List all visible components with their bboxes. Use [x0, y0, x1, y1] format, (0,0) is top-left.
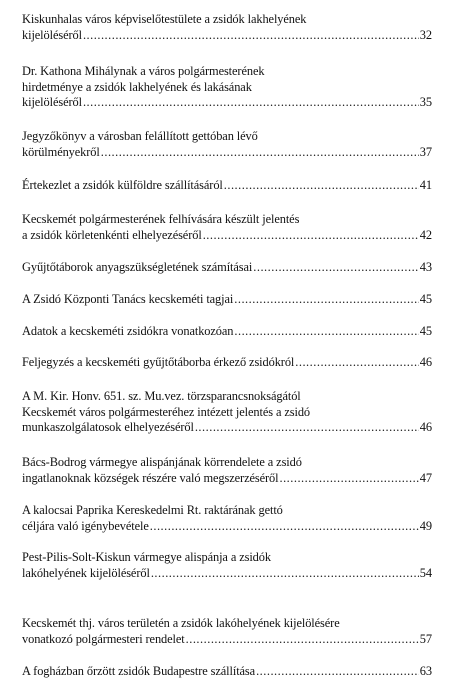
- toc-entry: [22, 324, 432, 340]
- page-number: 41: [419, 178, 432, 192]
- toc-entry: [22, 355, 432, 371]
- toc-entry: [22, 212, 432, 243]
- dot-leader: [253, 260, 419, 276]
- dot-leader: [295, 355, 419, 371]
- dot-leader: [203, 228, 419, 244]
- toc-entry: [22, 260, 432, 276]
- dot-leader: [234, 292, 419, 308]
- toc-entry: [22, 178, 432, 194]
- page-number: 46: [419, 355, 432, 369]
- toc-entry: [22, 455, 432, 486]
- entry-title-line: ingatlanoknak községek részére való megszerzéséről: [22, 470, 279, 485]
- entry-title-line: kijelöléséről: [22, 95, 82, 109]
- page-number: 45: [419, 292, 432, 306]
- entry-title-line: lakóhelyének kijelöléséről: [22, 565, 150, 580]
- page-number: 57: [419, 631, 432, 646]
- entry-title-line: munkaszolgálatosok elhelyezéséről: [22, 420, 194, 434]
- page-number: 54: [419, 565, 432, 580]
- entry-title-line: körülményekről: [22, 144, 100, 159]
- page-number: 43: [419, 260, 432, 274]
- entry-title-line: hirdetménye a zsidók lakhelyének és lakásának: [22, 79, 252, 94]
- page-number: 32: [419, 27, 432, 42]
- page-number: 46: [419, 420, 432, 434]
- entry-title-line: Kecskemét polgármesterének felhívására készült jelentés: [22, 212, 300, 226]
- page-number: 35: [419, 95, 432, 109]
- toc-entry: [22, 129, 432, 160]
- entry-title-line: Bács-Bodrog vármegye alispánjának körrendelete a zsidó: [22, 455, 302, 469]
- dot-leader: [279, 471, 418, 487]
- dot-leader: [101, 145, 419, 161]
- toc-entry: [22, 503, 432, 534]
- page-number: 37: [419, 144, 432, 159]
- toc-entry: [22, 292, 432, 308]
- page-number: 42: [419, 227, 432, 242]
- toc-entry: [22, 616, 432, 647]
- dot-leader: [256, 664, 419, 680]
- toc-entry: [22, 64, 432, 111]
- entry-title-line: Értekezlet a zsidók külföldre szállításáról: [22, 178, 223, 192]
- entry-title-line: Gyűjtőtáborok anyagszükségletének számításai: [22, 260, 253, 274]
- entry-title-line: Kecskemét város polgármesteréhez intézett jelentés a zsidó: [22, 404, 311, 419]
- entry-title-line: A Zsidó Központi Tanács kecskeméti tagjai: [22, 292, 234, 306]
- entry-title-line: A fogházban őrzött zsidók Budapestre szállítása: [22, 664, 256, 678]
- dot-leader: [83, 95, 419, 111]
- entry-title-line: Pest-Pilis-Solt-Kiskun vármegye alispánja a zsidók: [22, 550, 271, 564]
- dot-leader: [234, 324, 418, 340]
- entry-title-line: a zsidók körletenkénti elhelyezéséről: [22, 227, 202, 242]
- toc-entry: [22, 664, 432, 680]
- entry-title-line: céljára való igénybevétele: [22, 518, 149, 533]
- dot-leader: [195, 420, 419, 436]
- entry-title-line: Jegyzőkönyv a városban felállított gettóban lévő: [22, 129, 258, 143]
- entry-title-line: Kiskunhalas város képviselőtestülete a zsidók lakhelyének: [22, 12, 307, 26]
- toc-entry: [22, 389, 432, 436]
- entry-title-line: A kalocsai Paprika Kereskedelmi Rt. raktárának gettó: [22, 503, 283, 517]
- entry-title-line: Adatok a kecskeméti zsidókra vonatkozóan: [22, 324, 234, 338]
- dot-leader: [150, 519, 419, 535]
- entry-title-line: Dr. Kathona Mihálynak a város polgármesterének: [22, 64, 265, 78]
- dot-leader: [151, 566, 419, 582]
- entry-title-line: Feljegyzés a kecskeméti gyűjtőtáborba érkező zsidókról: [22, 355, 295, 369]
- entry-title-line: vonatkozó polgármesteri rendelet: [22, 631, 185, 646]
- page-number: 45: [419, 324, 432, 338]
- dot-leader: [83, 28, 419, 44]
- page-number: 47: [419, 470, 432, 485]
- page-number: 63: [419, 664, 432, 678]
- toc-entry: [22, 550, 432, 581]
- dot-leader: [186, 632, 419, 648]
- entry-title-line: A M. Kir. Honv. 651. sz. Mu.vez. törzsparancsnokságától: [22, 389, 301, 403]
- dot-leader: [224, 178, 419, 194]
- toc-entry: [22, 12, 432, 43]
- entry-title-line: Kecskemét thj. város területén a zsidók lakóhelyének kijelölésére: [22, 616, 340, 630]
- page-number: 49: [419, 518, 432, 533]
- entry-title-line: kijelöléséről: [22, 27, 82, 42]
